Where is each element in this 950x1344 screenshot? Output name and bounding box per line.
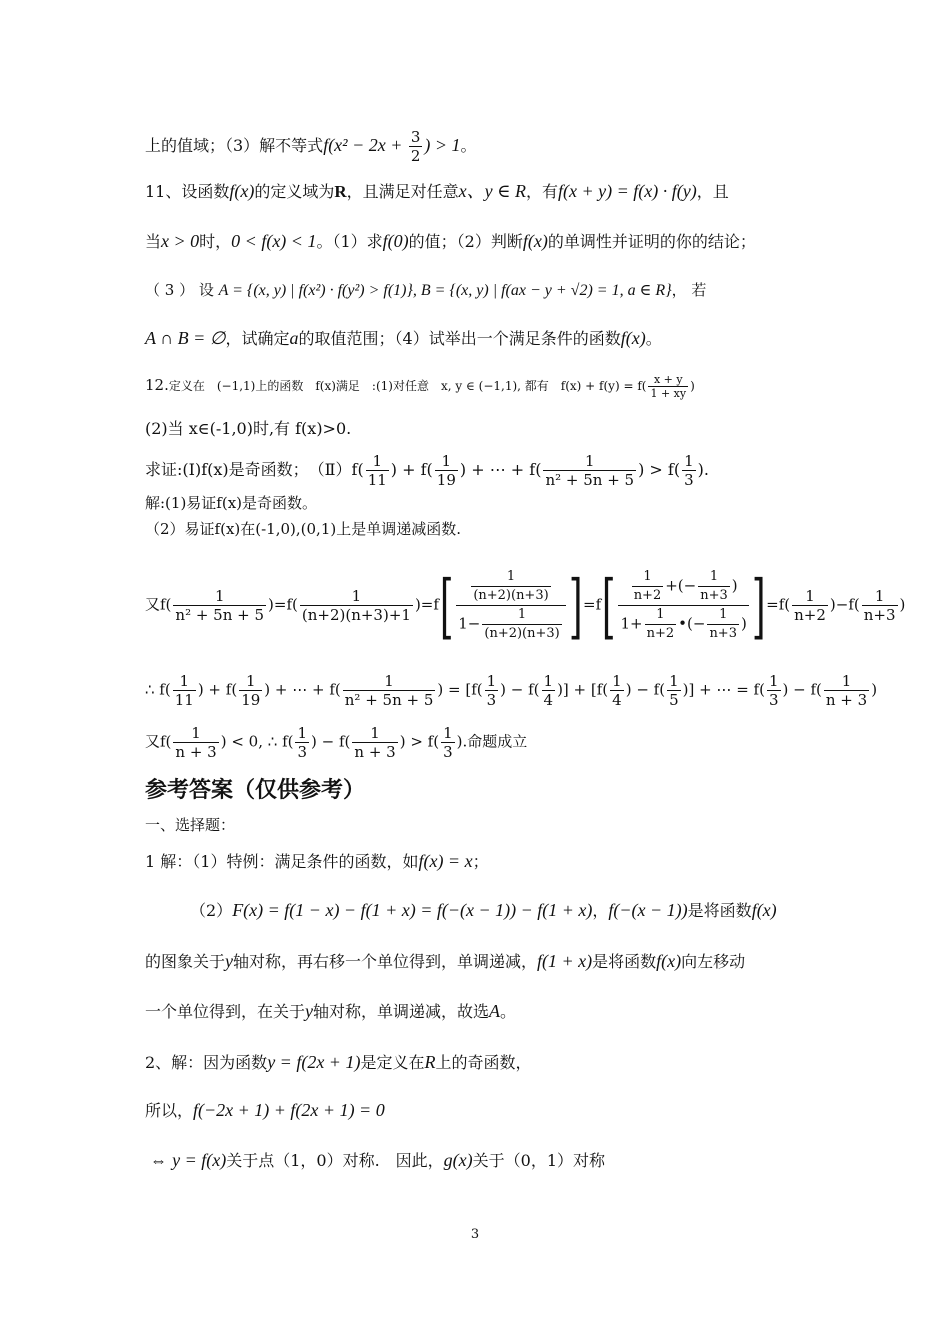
q11-line-2: 当x > 0时，0 < f(x) < 1。（1）求f(0)的值；（2）判断f(x)的单调性并证明的你的结论； (145, 231, 756, 251)
q12-line-4: 解:(1)易证f(x)是奇函数。 (145, 494, 318, 512)
q12-line-2: (2)当 x∈(-1,0)时,有 f(x)>0. (145, 419, 352, 438)
text: 上的值域；（3）解不等式 (145, 136, 324, 155)
answer-1-line-2: （2）F(x) = f(1 − x) − f(1 + x) = f(−(x − 1)) − f(1 + x)，f(−(x − 1))是将函数f(x) (190, 900, 777, 920)
q12-line-3: 求证:(Ⅰ)f(x)是奇函数； （Ⅱ）f( $\frac{1}{11}$ ) + f( $\frac{1}{19}$ ) + ⋯ + f( $\frac{1}{\text{n² + 5n + 5}}$ ) > f( $\frac{1}{3}$ ). (145, 452, 709, 489)
answer-1-line-1: 1 解：（1）特例：满足条件的函数，如f(x) = x； (145, 851, 489, 871)
answer-2-line-1: 2、解：因为函数y = f(2x + 1)是定义在R上的奇函数， (145, 1052, 532, 1072)
formula: f(x² − 2x + (323, 135, 407, 155)
q12-line-7: ∴ f( $\frac{1}{11}$ ) + f( $\frac{1}{19}$ ) + ⋯ + f( $\frac{1}{\text{n² + 5n + 5}}$ ) = [f( $\frac{1}{3}$ ) − f( $\frac{1}{4}$ )] + [f( $\frac{1}{4}$ ) − f( $\frac{1}{5}$ )] + ⋯ = f( $\frac{1}{3}$ ) − f( $\frac{1}{n + 3}$ ) (145, 672, 878, 709)
fraction: $\frac{x + y}{1 + xy}$ (650, 373, 687, 400)
q12-line-1: 12.定义在 (−1,1)上的函数 f(x)满足 :(1)对任意 x, y ∈ (−1,1), 都有 f(x) + f(y) = f( $\frac{x + y}{1 + xy}$ ) (145, 373, 695, 400)
answer-2-line-2: 所以，f(−2x + 1) + f(2x + 1) = 0 (145, 1100, 385, 1120)
q11-line-1: 11、设函数f(x)的定义域为R，且满足对任意x、y ∈ R，有f(x + y) = f(x) · f(y)，且 (145, 181, 729, 201)
answers-heading: 参考答案（仅供参考） (145, 778, 366, 803)
q11-line-4: A ∩ B = ∅，试确定a的取值范围；（4）试举出一个满足条件的函数f(x)。 (145, 328, 662, 348)
page-number: 3 (470, 1227, 480, 1242)
q12-line-5: （2）易证f(x)在(-1,0),(0,1)上是单调递减函数. (145, 520, 461, 538)
text: 。 (460, 136, 477, 155)
section-title: 一、选择题： (145, 816, 236, 834)
formula: ) > 1 (424, 135, 461, 155)
q12-line-8: 又f( $\frac{1}{n + 3}$ ) < 0, ∴ f( $\frac{1}{3}$ ) − f( $\frac{1}{n + 3}$ ) > f( $\frac{1}{3}$ ).命题成立 (145, 724, 528, 761)
answer-1-line-3: 的图象关于y轴对称，再右移一个单位得到，单调递减，f(1 + x)是将函数f(x)向左移动 (145, 951, 746, 971)
q11-line-3: （ 3 ） 设 A = {(x, y) | f(x²) · f(y²) > f(1)}, B = {(x, y) | f(ax − y + √2) = 1, a ∈ R}， 若 (145, 281, 707, 299)
fraction: $\frac{3}{2}$ (410, 128, 421, 165)
q12-line-6: 又f( $\frac{1}{\text{n² + 5n + 5}}$ )=f( $\frac{1}{(n+2)(n+3)+1}$ )=f[ $\frac{1}{(n+2)(n+3)}$ 1− $\frac{1}{(n+2)(n+3)}$ ]=f[ $\frac{1}{n+2}$ +(− $\frac{1}{n+3}$ ) 1+ $\frac{1}{n+2}$ •(− $\frac{1}{n+3}$ ) ]=f( $\frac{1}{n+2}$ )−f( $\frac{1}{n+3}$ ) (145, 564, 906, 647)
answer-2-line-3: ⇔ y = f(x)关于点（1，0）对称. 因此，g(x)关于（0，1）对称 (150, 1150, 606, 1170)
paragraph-q10-tail (145, 128, 810, 165)
answer-1-line-4: 一个单位得到，在关于y轴对称，单调递减，故选A。 (145, 1001, 517, 1021)
